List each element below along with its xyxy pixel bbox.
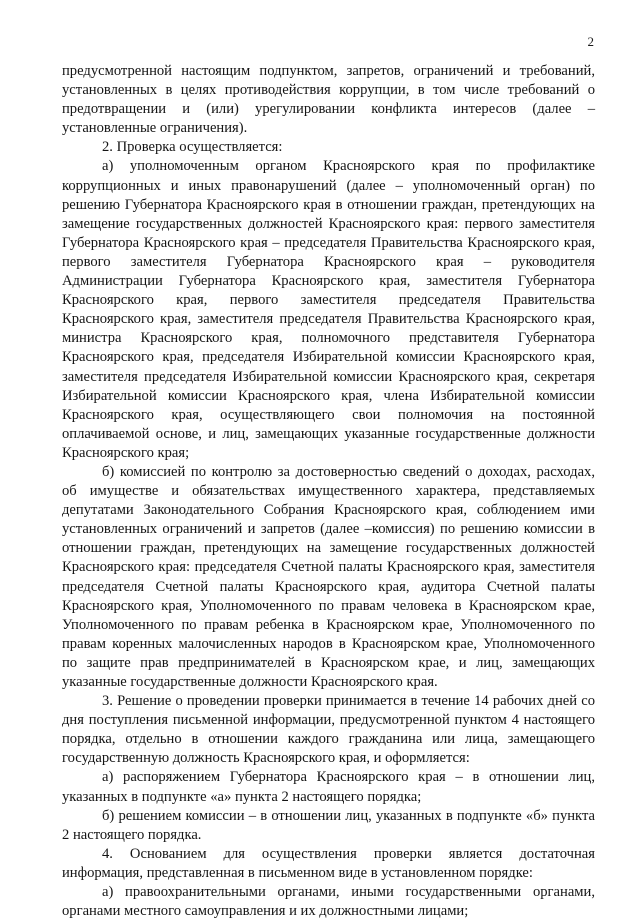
paragraph-restrictions-continuation: предусмотренной настоящим подпунктом, запретов, ограничений и требований, установленных в целях противодействия коррупции, в том числе требований о предотвращении и (или) урегулировании конфликта интересов (далее – установленные ограничения). — [62, 63, 595, 137]
paragraph-2a: а) уполномоченным органом Красноярского края по профилактике коррупционных и иных правонарушений (далее – уполномоченный орган) по решению Губернатора Красноярского края в отношении граждан, претендующих на замещение государственных должностей Красноярского края: первого заместителя Губернатора Красноярского края – председателя Правительства Красноярского края, первого заместителя Губернатора Красноярского края – руководителя Администрации Губернатора Красноярского края, заместителя Губернатора Красноярского края, первого заместителя председателя Правительства Красноярского края, заместителя председателя Правительства Красноярского края, министра Красноярского края, полномочного представителя Губернатора Красноярского края, председателя Избирательной комиссии Красноярского края, заместителя председателя Избирательной комиссии Красноярского края, секретаря Избирательной комиссии Красноярского края, члена Избирательной комиссии Красноярского края, осуществляющего свои полномочия на постоянной оплачиваемой основе, и лиц, замещающих указанные государственные должности Красноярского края; — [62, 158, 595, 461]
paragraph-3: 3. Решение о проведении проверки принимается в течение 14 рабочих дней со дня поступления письменной информации, предусмотренной пунктом 4 настоящего порядка, отдельно в отношении каждого гражданина или лица, замещающего государственную должность Красноярского края, и оформляется: — [62, 693, 595, 767]
paragraph-3a: а) распоряжением Губернатора Красноярского края – в отношении лиц, указанных в подпункте «а» пункта 2 настоящего порядка; — [62, 769, 595, 805]
paragraph-4a: а) правоохранительными органами, иными государственными органами, органами местного самоуправления и их должностными лицами; — [62, 884, 595, 920]
page-number: 2 — [587, 34, 594, 49]
paragraph-4: 4. Основанием для осуществления проверки является достаточная информация, представленная в письменном виде в установленном порядке: — [62, 845, 595, 881]
paragraph-2-heading: 2. Проверка осуществляется: — [102, 139, 283, 156]
paragraph-3b: б) решением комиссии – в отношении лиц, указанных в подпункте «б» пункта 2 настоящего порядка. — [62, 807, 595, 843]
paragraph-2b: б) комиссией по контролю за достоверностью сведений о доходах, расходах, об имуществе и обязательствах имущественного характера, представляемых депутатами Законодательного Собрания Красноярского края, соблюдением ими установленных ограничений и запретов (далее –комиссия) по решению комиссии в отношении граждан, претендующих на замещение государственных должностей Красноярского края: председателя Счетной палаты Красноярского края, заместителя председателя Счетной палаты Красноярского края, аудитора Счетной палаты Красноярского края, Уполномоченного по правам человека в Красноярском крае, Уполномоченного по правам ребенка в Красноярском крае, Уполномоченного по правам коренных малочисленных народов в Красноярском крае, Уполномоченного по защите прав предпринимателей в Красноярском крае, и лиц, замещающих указанные государственные должности Красноярского края. — [62, 463, 595, 690]
cut-off-next-line — [150, 899, 480, 905]
document-body — [62, 62, 595, 921]
